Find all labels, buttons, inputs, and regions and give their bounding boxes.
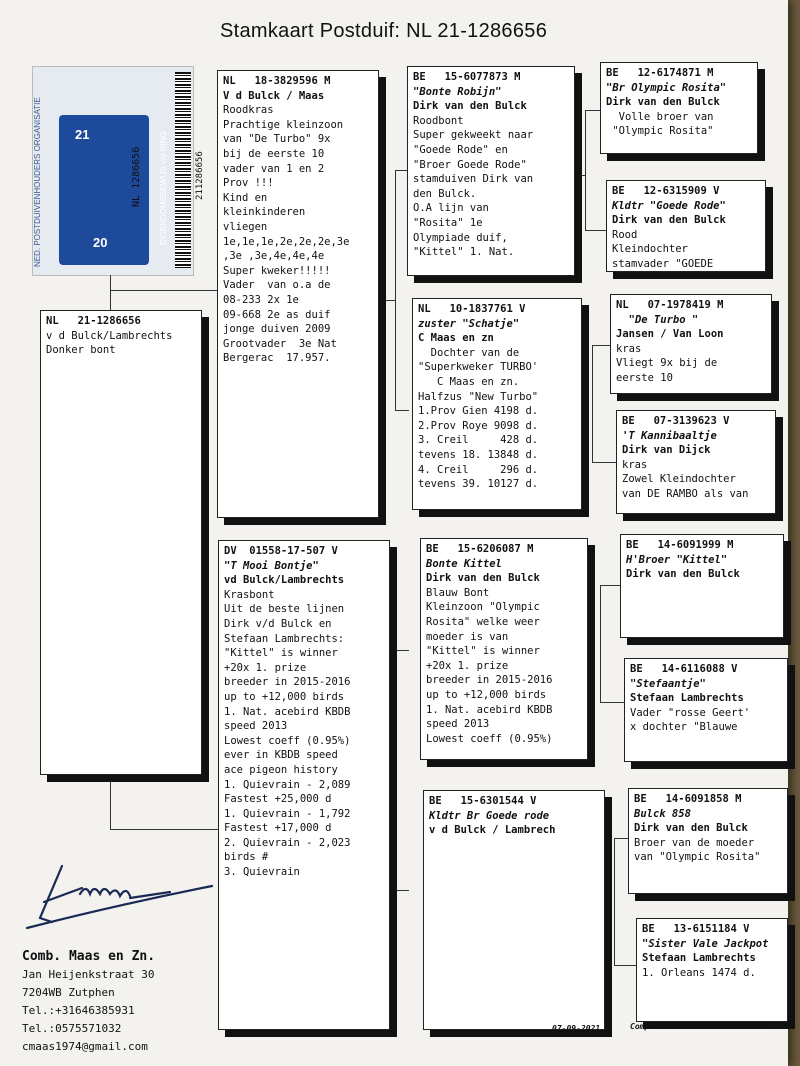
info-line: den Bulck. [413,187,477,200]
info-line: tevens 18. 13848 d. [418,448,539,461]
owner-name: Dirk van den Bulck [626,568,740,581]
pigeon-box-fmf [610,294,772,394]
pigeon-box-fmm [616,410,776,514]
info-line: 1. Nat. acebird KBDB [426,703,553,716]
owner-name: Dirk van Dijck [622,444,711,457]
info-line: bij de eerste 10 [223,147,325,160]
signature-image [22,858,222,938]
info-line: "Broer Goede Rode" [413,158,527,171]
pigeon-name: 'T Kannibaaltje [622,429,717,442]
info-line: Roodkras [223,104,274,117]
connector-line [592,345,593,463]
card-country: NL [131,194,142,207]
card-org-text: NED. POSTDUIVENHOUDERS ORGANISATIE [33,97,42,267]
breeder-name: Comb. Maas en Zn. [22,949,156,964]
info-line: Rood [612,228,638,241]
breeder-city: 7204WB Zutphen [22,986,115,999]
owner-name: Dirk van den Bulck [413,100,527,113]
info-line: Kleindochter [612,243,688,256]
owner-name: Stefaan Lambrechts [630,692,744,705]
owner-name: C Maas en zn [418,332,494,345]
info-line: speed 2013 [224,720,288,733]
pigeon-box-ffm [606,180,766,272]
barcode-number: 211286656 [195,151,205,200]
pigeon-name: Kldtr "Goede Rode" [612,199,726,212]
pigeon-box-mf [420,538,588,760]
info-line: speed 2013 [426,718,490,731]
info-line: Olympiade duif, [413,231,508,244]
info-line: up to +12,000 birds [224,690,345,703]
info-line: van "De Turbo" 9x [223,133,331,146]
ring-number: DV 01558-17-507 V [224,545,338,557]
info-line: birds # [224,851,269,864]
info-line: up to +12,000 birds [426,688,547,701]
info-line: 4. Creil 296 d. [418,463,539,476]
info-line: eerste 10 [616,371,673,384]
pigeon-box-fm [412,298,582,510]
ring-number: NL 21-1286656 [46,315,141,327]
breeder-street: Jan Heijenkstraat 30 [22,968,155,981]
info-line: vader van 1 en 2 [223,162,325,175]
info-line: C Maas en zn. [418,375,520,388]
info-line: "Kittel" is winner [426,645,540,658]
connector-line [592,462,616,463]
pigeon-box-mfm [624,658,788,762]
card-label: EIGENDOMSBEWIJS v/d RING [159,131,168,245]
info-line: kleinkinderen [223,206,306,219]
owner-name: Dirk van den Bulck [426,572,540,585]
info-line: Roodbont [413,114,464,127]
info-line: 1. Nat. acebird KBDB [224,705,351,718]
ring-number: BE 14-6091999 M [626,539,734,551]
pigeon-box-mmm [636,918,788,1022]
info-line: ace pigeon history [224,763,338,776]
pigeon-name: "T Mooi Bontje" [224,559,319,572]
info-line: 3. Creil 428 d. [418,434,539,447]
pigeon-box-mother [218,540,390,1030]
info-line: tevens 39. 10127 d. [418,478,539,491]
pigeon-name: zuster "Schatje" [418,317,520,330]
info-line: Lowest coeff (0.95%) [426,732,553,745]
breeder-contact [22,948,155,1056]
owner-name: Stefaan Lambrechts [642,952,756,965]
pigeon-name: H'Broer "Kittel" [626,553,728,566]
pigeon-box-mff [620,534,784,638]
info-line: Prov !!! [223,177,274,190]
ring-number: BE 12-6174871 M [606,67,714,79]
info-line: "Superkweker TURBO' [418,361,539,374]
info-line: breeder in 2015-2016 [426,674,553,687]
info-line: Bergerac 17.957. [223,352,331,365]
card-ring-number [131,147,142,207]
ring-number: BE 15-6206087 M [426,543,534,555]
pigeon-name: "De Turbo " [616,313,699,326]
barcode [175,72,191,268]
info-line: Fastest +17,000 d [224,822,332,835]
ring-number: BE 07-3139623 V [622,415,730,427]
connector-line [395,650,409,651]
card-number-value: 1286656 [131,146,142,189]
ring-number: NL 18-3829596 M [223,75,331,87]
info-line: Uit de beste lijnen [224,603,345,616]
info-line: 1. Quievrain - 2,089 [224,778,351,791]
breeder-email[interactable]: cmaas1974@gmail.com [22,1040,148,1053]
info-line: +20x 1. prize [224,661,307,674]
connector-line [395,170,396,410]
owner-name: Dirk van den Bulck [606,96,720,109]
info-line: "Olympic Rosita" [606,125,714,138]
page-title: Stamkaart Postduif: NL 21-1286656 [220,20,548,42]
ring-number: BE 13-6151184 V [642,923,750,935]
pigeon-name: "Bonte Robijn" [413,85,502,98]
owner-name: Jansen / Van Loon [616,328,724,341]
info-line: x dochter "Blauwe [630,721,738,734]
info-line: Super gekweekt naar [413,129,534,142]
connector-line [110,290,220,291]
connector-line [580,175,586,176]
info-line: Stefaan Lambrechts: [224,632,345,645]
info-line: "Kittel" 1. Nat. [413,246,515,259]
info-line: 3. Quievrain [224,866,300,879]
info-line: 08-233 2x 1e [223,293,299,306]
pigeon-box-father [217,70,379,518]
info-line: kras [622,458,648,471]
connector-line [585,230,607,231]
info-line: Donker bont [46,344,116,357]
info-line: Dirk v/d Bulck en [224,617,332,630]
info-line: "Goede Rode" en [413,143,508,156]
connector-line [614,965,636,966]
breeder-phone-2: Tel.:0575571032 [22,1022,122,1035]
card-year-suffix: 21 [75,127,90,142]
pigeon-name: Bulck 858 [634,807,691,820]
ring-ownership-card [32,66,194,276]
info-line: Zowel Kleindochter [622,473,736,486]
info-line: moeder is van [426,630,509,643]
info-line: Super kweker!!!!! [223,264,331,277]
pigeon-name: Bonte Kittel [426,557,502,570]
info-line: Dochter van de [418,346,520,359]
info-line: breeder in 2015-2016 [224,676,351,689]
owner-name: Dirk van den Bulck [634,822,748,835]
info-line: +20x 1. prize [426,659,509,672]
connector-line [600,702,624,703]
connector-line [600,585,601,703]
connector-line [395,410,409,411]
owner-name: V d Bulck / Maas [223,89,325,102]
info-line: Vader van o.a de [223,279,331,292]
info-line: Kleinzoon "Olympic [426,601,540,614]
info-line: Kind en [223,191,268,204]
info-line: 2.Prov Roye 9098 d. [418,419,539,432]
info-line: Lowest coeff (0.95%) [224,734,351,747]
print-date: 07-09-2021 [552,1024,601,1033]
info-line: stamvader "GOEDE [612,257,714,270]
pigeon-name: Kldtr Br Goede rode [429,809,550,822]
pigeon-box-mmf [628,788,788,894]
info-line: 1. Quievrain - 1,792 [224,807,351,820]
info-line: Grootvader 3e Nat [223,337,337,350]
info-line: Fastest +25,000 d [224,793,332,806]
pigeon-box-fff [600,62,758,154]
owner-name: v d Bulck / Lambrech [429,824,556,837]
info-line: van "Olympic Rosita" [634,851,761,864]
connector-line [110,275,111,312]
owner-name: vd Bulck/Lambrechts [224,574,345,587]
connector-line [395,650,396,890]
info-line: "Kittel" is winner [224,647,338,660]
info-line: Krasbont [224,588,275,601]
ring-number: NL 07-1978419 M [616,299,724,311]
info-line: Prachtige kleinzoon [223,118,344,131]
connector-line [600,585,620,586]
connector-line [585,110,586,230]
connector-line [395,890,409,891]
info-line: 1e,1e,1e,2e,2e,2e,3e [223,235,350,248]
pigeon-name: "Br Olympic Rosita" [606,81,727,94]
info-line: Broer van de moeder [634,836,755,849]
info-line: 1.Prov Gien 4198 d. [418,405,539,418]
info-line: vliegen [223,220,268,233]
info-line: kras [616,342,642,355]
info-line: 1. Orleans 1474 d. [642,966,756,979]
ring-number: BE 14-6116088 V [630,663,738,675]
info-line: v d Bulck/Lambrechts [46,329,173,342]
card-year-prefix: 20 [93,235,108,250]
pigeon-box-main [40,310,202,775]
ring-number: NL 10-1837761 V [418,303,526,315]
connector-line [614,838,628,839]
info-line: ever in KBDB speed [224,749,338,762]
info-line: Blauw Bont [426,586,490,599]
ring-number: BE 15-6077873 M [413,71,521,83]
pigeon-name: "Sister Vale Jackpot [642,937,769,950]
connector-line [592,345,610,346]
info-line: 2. Quievrain - 2,023 [224,836,351,849]
info-line: van DE RAMBO als van [622,487,749,500]
info-line: ,3e ,3e,4e,4e,4e [223,250,325,263]
info-line: O.A lijn van [413,202,489,215]
info-line: Vader "rosse Geert' [630,706,751,719]
connector-line [383,300,395,301]
ring-number: BE 15-6301544 V [429,795,537,807]
connector-line [110,829,220,830]
pigeon-name: "Stefaantje" [630,677,706,690]
info-line: Rosita" welke weer [426,615,540,628]
info-line: Vliegt 9x bij de [616,357,718,370]
pigeon-box-ff [407,66,575,276]
owner-name: Dirk van den Bulck [612,214,726,227]
info-line: Volle broer van [606,110,714,123]
connector-line [614,838,615,966]
info-line: jonge duiven 2009 [223,323,331,336]
connector-line [585,110,601,111]
pigeon-box-mm [423,790,605,1030]
ring-number: BE 14-6091858 M [634,793,742,805]
info-line: 09-668 2e as duif [223,308,331,321]
info-line: "Rosita" 1e [413,216,483,229]
info-line: Halfzus "New Turbo" [418,390,539,403]
ring-number: BE 12-6315909 V [612,185,720,197]
connector-line [110,776,111,830]
breeder-phone-1: Tel.:+31646385931 [22,1004,135,1017]
copyright-note: Compuclub © Comb. Maas en Zn. [630,1022,770,1031]
info-line: stamduiven Dirk van [413,173,534,186]
